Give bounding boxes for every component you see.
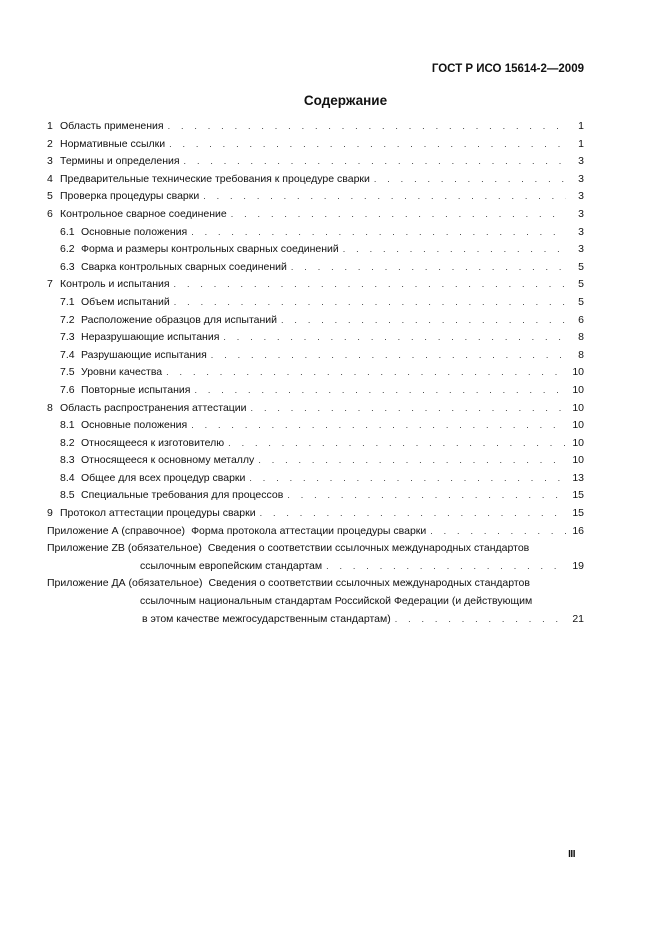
entry-number: 8.3	[60, 454, 75, 467]
leader-dots	[191, 224, 566, 242]
entry-title: Относящееся к основному металлу	[81, 454, 255, 467]
appendix-a-entry[interactable]	[47, 523, 584, 541]
page-number: 3	[578, 225, 584, 238]
appendix-title-line: Сведения о соответствии ссылочных международных стандартов	[208, 577, 530, 590]
entry-title: Объем испытаний	[81, 295, 170, 308]
entry-title: Неразрушающие испытания	[81, 331, 220, 344]
entry-number: 3	[47, 155, 53, 168]
entry-number: 7.5	[60, 366, 75, 379]
page-number: 10	[572, 454, 584, 467]
appendix-title-line: ссылочным европейским стандартам	[140, 559, 323, 572]
appendix-title: Форма протокола аттестации процедуры сварки	[191, 524, 427, 537]
toc-entry[interactable]	[47, 400, 584, 418]
toc-entry[interactable]	[47, 435, 584, 453]
leader-dots	[223, 329, 566, 347]
leader-dots	[291, 259, 566, 277]
leader-dots	[281, 312, 566, 330]
entry-title: Контрольное сварное соединение	[60, 207, 227, 220]
toc-entry[interactable]	[47, 505, 584, 523]
leader-dots	[430, 523, 566, 541]
leader-dots	[395, 611, 566, 629]
entry-title: Расположение образцов для испытаний	[81, 313, 278, 326]
entry-title: Основные положения	[81, 225, 188, 238]
leader-dots	[166, 364, 566, 382]
page-number: 10	[572, 401, 584, 414]
document-code: ГОСТ Р ИСО 15614-2—2009	[431, 63, 584, 75]
leader-dots	[343, 241, 566, 259]
page-number: 10	[572, 383, 584, 396]
page-number: 10	[572, 366, 584, 379]
page-number: 10	[572, 436, 584, 449]
appendix-label: Приложение А (справочное)	[47, 524, 186, 537]
leader-dots	[287, 487, 566, 505]
page-number: 5	[578, 260, 584, 273]
leader-dots	[174, 276, 566, 294]
toc-entry[interactable]	[47, 312, 584, 330]
toc-entry[interactable]	[47, 259, 584, 277]
page-number: 10	[572, 419, 584, 432]
entry-number: 4	[47, 172, 53, 185]
page-number: 15	[572, 489, 584, 502]
toc-entry[interactable]	[47, 171, 584, 189]
toc-entry[interactable]	[47, 382, 584, 400]
page-number: 15	[572, 507, 584, 520]
entry-title: Протокол аттестации процедуры сварки	[60, 507, 256, 520]
entry-number: 1	[47, 120, 53, 132]
appendix-title-line: Сведения о соответствии ссылочных международных стандартов	[207, 542, 530, 555]
leader-dots	[174, 294, 566, 312]
page-number: 19	[572, 559, 584, 572]
appendix-da-entry[interactable]	[47, 575, 584, 628]
toc-entry[interactable]	[47, 224, 584, 242]
entry-number: 7.6	[60, 383, 75, 396]
page-number: 1	[578, 137, 584, 150]
entry-title: Термины и определения	[60, 155, 180, 168]
page-number: 3	[578, 172, 584, 185]
leader-dots	[231, 206, 566, 224]
entry-title: Основные положения	[81, 419, 188, 432]
page-number: 16	[572, 524, 584, 537]
page-number: 3	[578, 190, 584, 203]
appendix-label: Приложение ZB (обязательное)	[47, 542, 202, 555]
page-number: 1	[578, 120, 584, 132]
page-number: 5	[578, 278, 584, 291]
entry-number: 8.5	[60, 489, 75, 502]
entry-number: 6.2	[60, 243, 75, 256]
appendix-title-line: в этом качестве межгосударственным стандартам)	[142, 612, 391, 625]
page-number: 6	[578, 313, 584, 326]
appendix-zb-entry[interactable]	[47, 540, 584, 575]
toc-entry[interactable]	[47, 188, 584, 206]
page-number: 8	[578, 348, 584, 361]
entry-title: Повторные испытания	[81, 383, 191, 396]
entry-title: Сварка контрольных сварных соединений	[81, 260, 287, 273]
toc-entry[interactable]	[47, 276, 584, 294]
entry-title: Область применения	[60, 120, 164, 132]
entry-title: Уровни качества	[81, 366, 163, 379]
toc-entry[interactable]	[47, 347, 584, 365]
entry-title: Форма и размеры контрольных сварных соединений	[81, 243, 339, 256]
toc-entry[interactable]	[47, 452, 584, 470]
entry-number: 6.3	[60, 260, 75, 273]
entry-title: Общее для всех процедур сварки	[81, 471, 246, 484]
page-number: 5	[578, 295, 584, 308]
toc-entry[interactable]	[47, 241, 584, 259]
page-number: 3	[578, 155, 584, 168]
entry-title: Область распространения аттестации	[60, 401, 247, 414]
leader-dots	[374, 171, 566, 189]
toc-entry[interactable]	[47, 206, 584, 224]
toc-entry[interactable]	[47, 294, 584, 312]
entry-title: Разрушающие испытания	[81, 348, 207, 361]
toc-entry[interactable]	[47, 487, 584, 505]
page-number: 8	[578, 331, 584, 344]
entry-number: 7.1	[60, 295, 75, 308]
toc-entry[interactable]	[47, 470, 584, 488]
page-number: 3	[578, 243, 584, 256]
entry-number: 7.3	[60, 331, 75, 344]
entry-number: 2	[47, 137, 53, 150]
leader-dots	[326, 558, 566, 576]
entry-number: 8.4	[60, 471, 75, 484]
leader-dots	[191, 417, 566, 435]
entry-number: 8.1	[60, 419, 75, 432]
leader-dots	[260, 505, 566, 523]
toc-entry[interactable]	[47, 417, 584, 435]
entry-number: 6	[47, 207, 53, 220]
entry-title: Относящееся к изготовителю	[81, 436, 225, 449]
leader-dots	[251, 400, 566, 418]
entry-number: 7	[47, 278, 53, 291]
leader-dots	[169, 136, 566, 154]
entry-number: 7.2	[60, 313, 75, 326]
toc-title: Содержание	[303, 93, 388, 108]
page-number: 21	[572, 612, 584, 625]
entry-number: 8.2	[60, 436, 75, 449]
entry-title: Предварительные технические требования к процедуре сварки	[60, 172, 370, 185]
entry-number: 8	[47, 401, 53, 414]
leader-dots	[168, 118, 566, 136]
page-number: 13	[572, 471, 584, 484]
entry-number: 9	[47, 507, 53, 520]
page-folio: III	[568, 849, 575, 860]
leader-dots	[228, 435, 566, 453]
toc-entry[interactable]	[47, 329, 584, 347]
table-of-contents	[47, 118, 584, 628]
appendix-label: Приложение ДА (обязательное)	[47, 577, 203, 590]
leader-dots	[184, 153, 566, 171]
entry-title: Нормативные ссылки	[60, 137, 166, 150]
leader-dots	[203, 188, 566, 206]
toc-entry[interactable]	[47, 136, 584, 154]
entry-number: 5	[47, 190, 53, 203]
leader-dots	[211, 347, 566, 365]
entry-title: Контроль и испытания	[60, 278, 170, 291]
toc-entry[interactable]	[47, 153, 584, 171]
entry-title: Специальные требования для процессов	[81, 489, 284, 502]
leader-dots	[258, 452, 566, 470]
leader-dots	[194, 382, 566, 400]
appendix-title-line: ссылочным национальным стандартам Российской Федерации (и действующим	[140, 595, 533, 608]
entry-title: Проверка процедуры сварки	[60, 190, 200, 203]
leader-dots	[249, 470, 566, 488]
page-number: 3	[578, 207, 584, 220]
toc-entry[interactable]	[47, 364, 584, 382]
entry-number: 6.1	[60, 225, 75, 238]
entry-number: 7.4	[60, 348, 75, 361]
toc-entry[interactable]	[47, 118, 584, 136]
